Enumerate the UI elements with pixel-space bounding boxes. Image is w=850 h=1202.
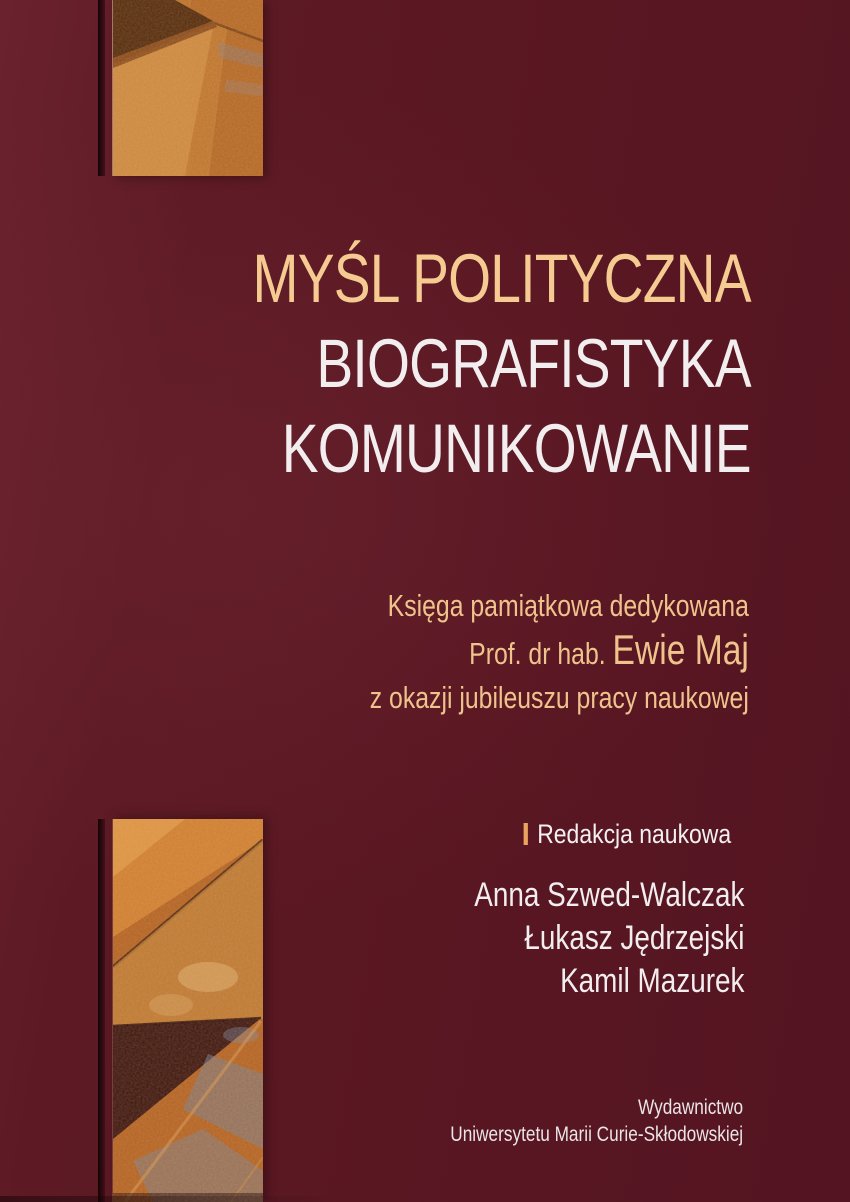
title-line-3: KOMUNIKOWANIE bbox=[281, 410, 751, 487]
dedicatee-name: Ewie Maj bbox=[612, 626, 749, 673]
dedication-honorific: Prof. dr hab. bbox=[469, 636, 613, 671]
dedication-line-3: z okazji jubileuszu pracy naukowej bbox=[369, 680, 749, 715]
wood-photo-top bbox=[112, 0, 263, 176]
title-line-1: MYŚL POLITYCZNA bbox=[252, 240, 751, 317]
accent-bar bbox=[523, 823, 527, 845]
dedication bbox=[370, 584, 749, 720]
editor-name: Kamil Mazurek bbox=[559, 962, 744, 1000]
spine-shadow-top bbox=[98, 0, 105, 176]
publisher-line-1: Wydawnictwo bbox=[637, 1096, 743, 1119]
spine-shadow-bottom bbox=[98, 819, 105, 1202]
book-title bbox=[253, 236, 751, 491]
editor-name: Anna Szwed-Walczak bbox=[473, 876, 744, 914]
editors-label: Redakcja naukowa bbox=[537, 819, 731, 849]
dedication-line-1: Księga pamiątkowa dedykowana bbox=[387, 588, 749, 623]
title-line-2: BIOGRAFISTYKA bbox=[316, 325, 751, 402]
editors-label-row bbox=[523, 820, 731, 848]
dedication-line-2 bbox=[370, 628, 749, 676]
editor-name: Łukasz Jędrzejski bbox=[523, 919, 744, 957]
rust-photo-bottom bbox=[112, 819, 263, 1202]
publisher bbox=[450, 1094, 743, 1148]
editors-list bbox=[474, 874, 744, 1003]
publisher-line-2: Uniwersytetu Marii Curie-Skłodowskiej bbox=[450, 1123, 743, 1146]
page-bottom-edge bbox=[0, 1196, 340, 1202]
